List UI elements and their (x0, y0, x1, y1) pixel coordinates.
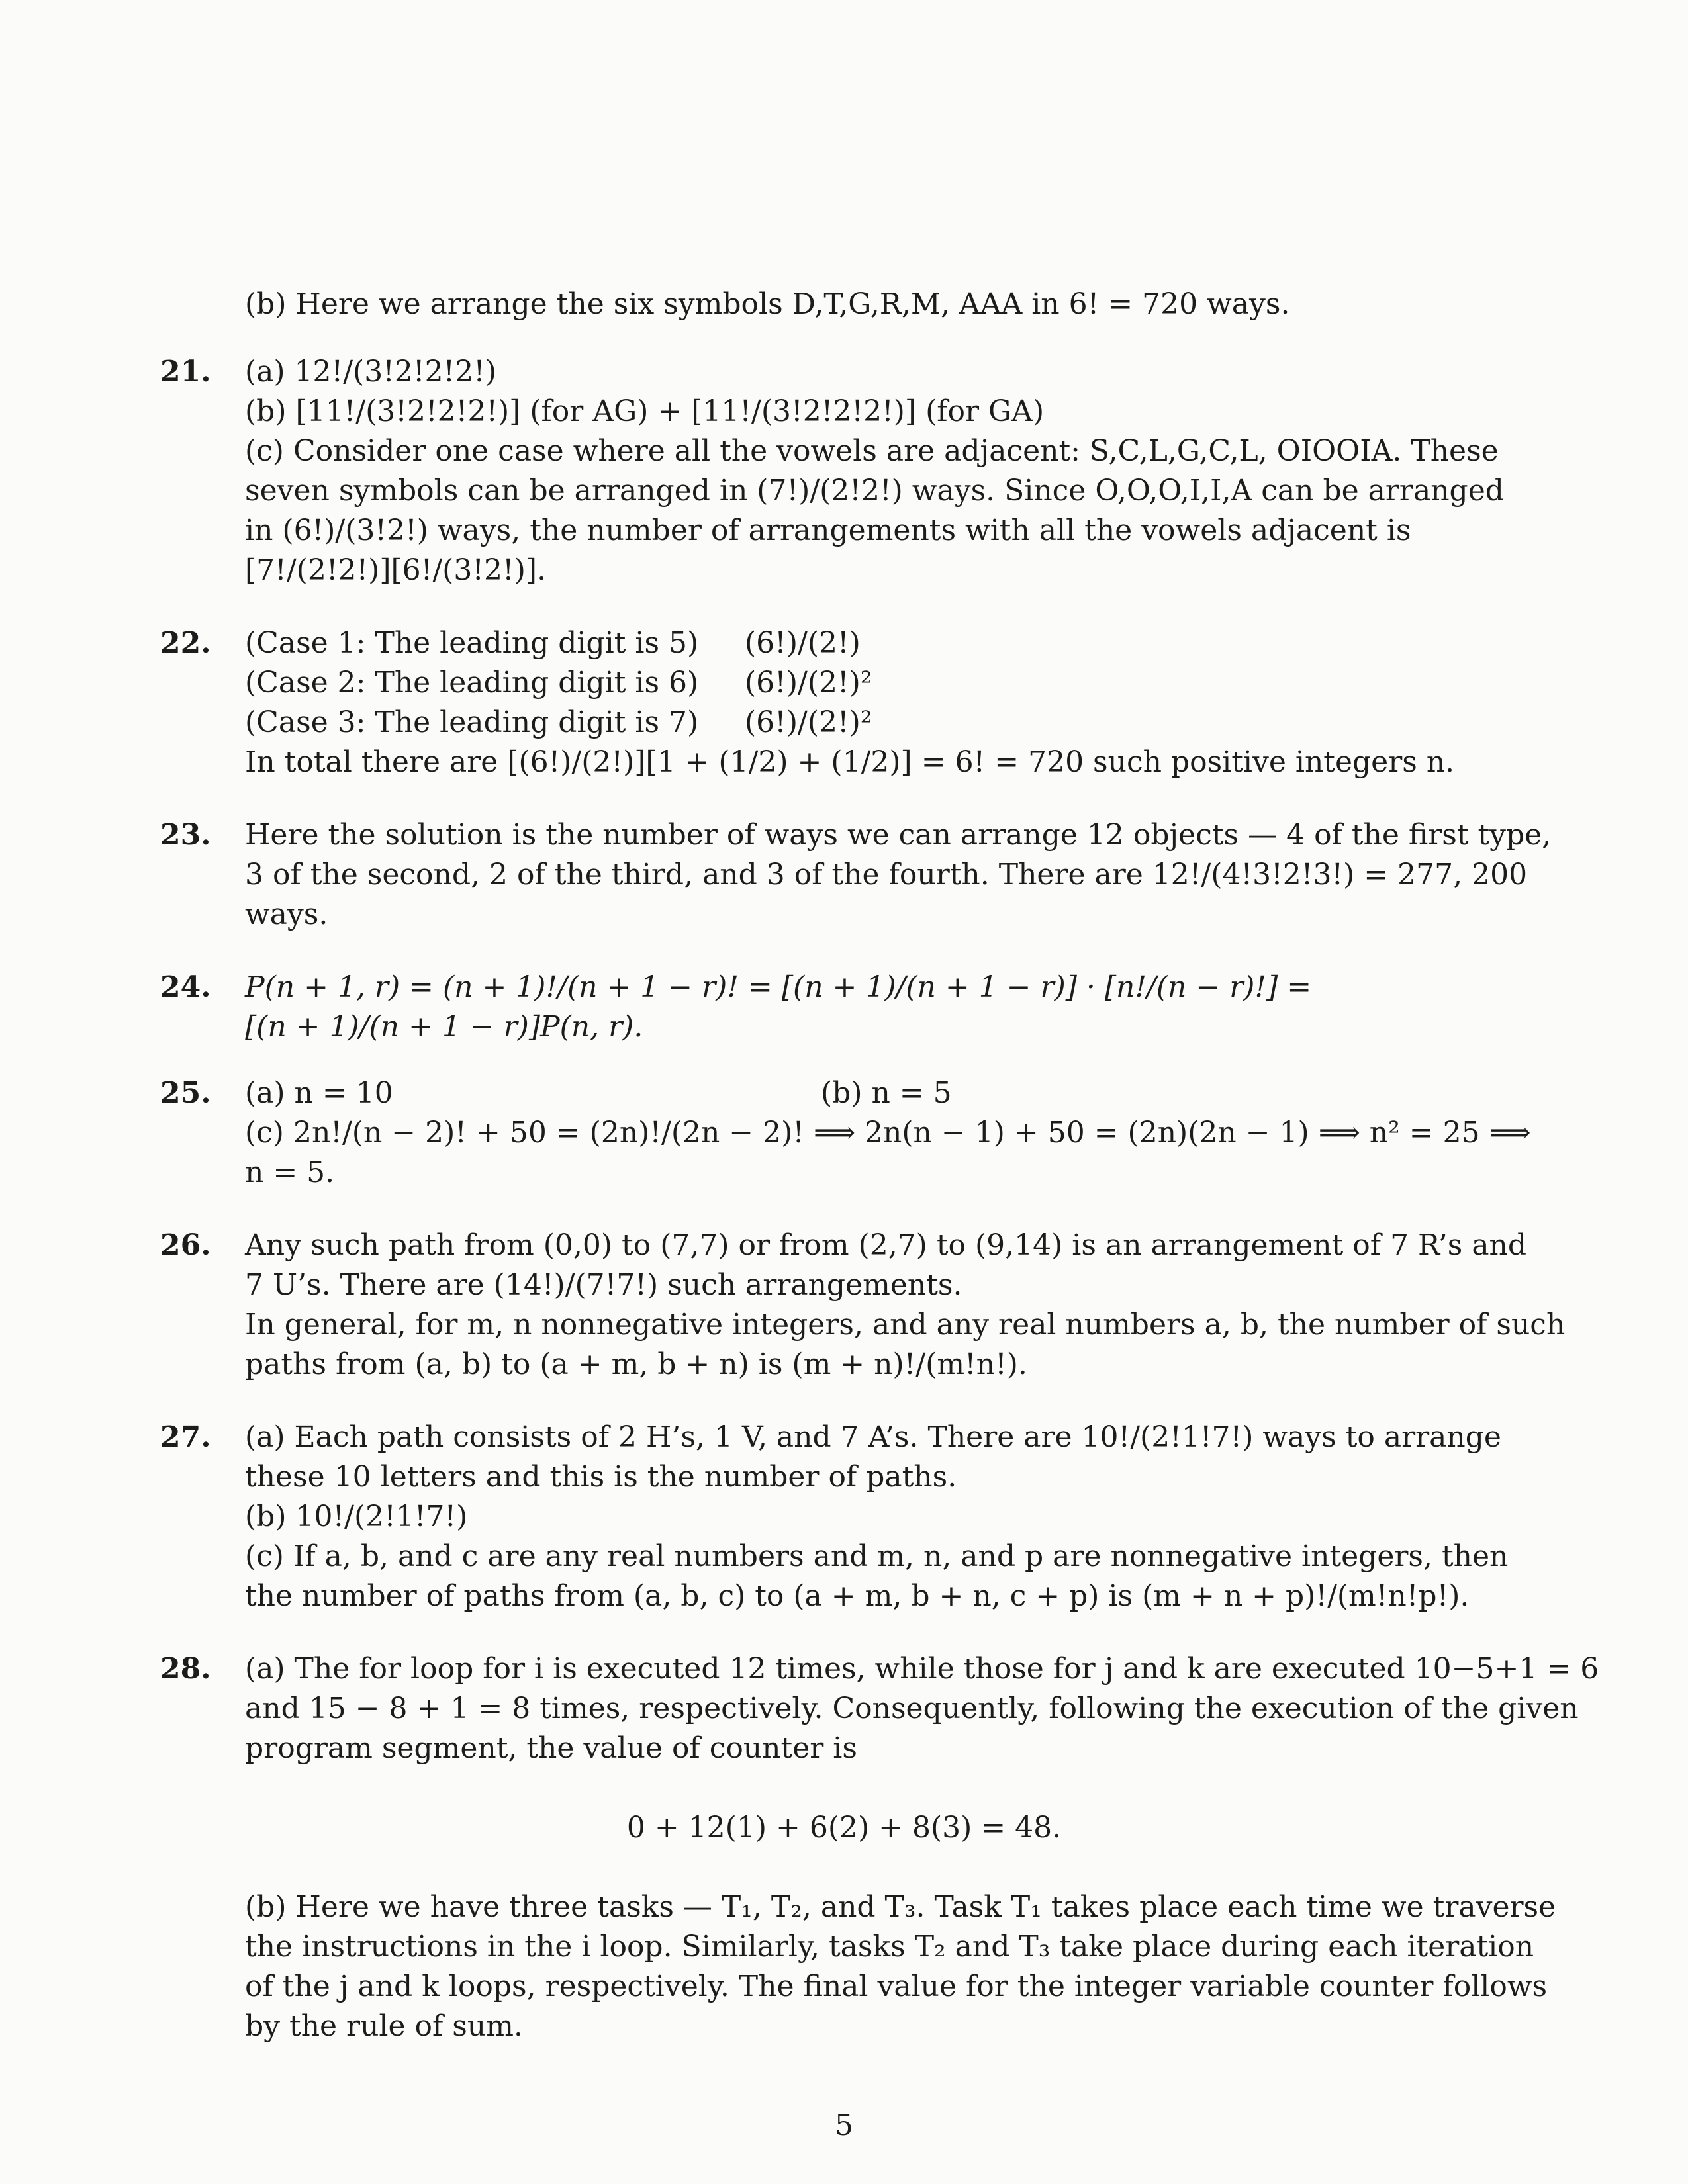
p23-line-1: Here the solution is the number of ways we can arrange 12 objects — 4 of the first type, (245, 818, 1552, 852)
p22-total: In total there are [(6!)/(2!)][1 + (1/2) + (1/2)] = 6! = 720 such positive integers n. (245, 745, 1455, 779)
problem-number-22: 22. (160, 626, 211, 660)
p21-line-4: seven symbols can be arranged in (7!)/(2!2!) ways. Since O,O,O,I,I,A can be arranged (245, 474, 1504, 508)
p24-line-1: P(n + 1, r) = (n + 1)!/(n + 1 − r)! = [(n + 1)/(n + 1 − r)] · [n!/(n − r)!] = (245, 970, 1312, 1004)
p21-line-2: (b) [11!/(3!2!2!2!)] (for AG) + [11!/(3!2!2!2!)] (for GA) (245, 394, 1045, 428)
p28-equation: 0 + 12(1) + 6(2) + 8(3) = 48. (626, 1811, 1062, 1844)
p26-line-2: 7 U’s. There are (14!)/(7!7!) such arrangements. (245, 1268, 962, 1302)
p25-line-2: n = 5. (245, 1156, 335, 1189)
problem-number-26: 26. (160, 1228, 211, 1262)
p22-case-2-label: (Case 2: The leading digit is 6) (245, 666, 699, 700)
p28-line-1: (a) The for loop for i is executed 12 times, while those for j and k are executed 10−5+1 = 6 (245, 1652, 1599, 1686)
p25-line-1: (c) 2n!/(n − 2)! + 50 = (2n)!/(2n − 2)! ⟹ 2n(n − 1) + 50 = (2n)(2n − 1) ⟹ n² = 25 ⟹ (245, 1116, 1531, 1150)
p23-line-2: 3 of the second, 2 of the third, and 3 of the fourth. There are 12!/(4!3!2!3!) = 277, 200 (245, 858, 1528, 891)
p27-line-5: the number of paths from (a, b, c) to (a + m, b + n, c + p) is (m + n + p)!/(m!n!p!). (245, 1579, 1470, 1613)
p27-line-4: (c) If a, b, and c are any real numbers and m, n, and p are nonnegative integers, then (245, 1539, 1509, 1573)
problem-number-23: 23. (160, 818, 211, 852)
p22-case-1-label: (Case 1: The leading digit is 5) (245, 626, 699, 660)
p21-line-6: [7!/(2!2!)][6!/(3!2!)]. (245, 553, 547, 587)
p27-line-2: these 10 letters and this is the number of paths. (245, 1460, 957, 1494)
p22-case-3-label: (Case 3: The leading digit is 7) (245, 705, 699, 739)
problem-number-28: 28. (160, 1652, 211, 1686)
p27-line-3: (b) 10!/(2!1!7!) (245, 1500, 468, 1533)
p22-case-2-value: (6!)/(2!)² (745, 666, 872, 700)
p28-b-line-1: (b) Here we have three tasks — T₁, T₂, and T₃. Task T₁ takes place each time we traverse (245, 1890, 1556, 1924)
page-number: 5 (835, 2109, 853, 2142)
p26-line-3: In general, for m, n nonnegative integers, and any real numbers a, b, the number of such (245, 1308, 1566, 1342)
p28-b-line-4: by the rule of sum. (245, 2009, 523, 2043)
p28-b-line-2: the instructions in the i loop. Similarly, tasks T₂ and T₃ take place during each iteration (245, 1930, 1534, 1964)
p26-line-4: paths from (a, b) to (a + m, b + n) is (m + n)!/(m!n!). (245, 1347, 1027, 1381)
p26-line-1: Any such path from (0,0) to (7,7) or from (2,7) to (9,14) is an arrangement of 7 R’s and (245, 1228, 1527, 1262)
p28-line-3: program segment, the value of counter is (245, 1731, 857, 1765)
p22-case-1-value: (6!)/(2!) (745, 626, 861, 660)
p28-b-line-3: of the j and k loops, respectively. The final value for the integer variable counter follows (245, 1970, 1548, 2003)
p21-line-3: (c) Consider one case where all the vowels are adjacent: S,C,L,G,C,L, OIOOIA. These (245, 434, 1499, 468)
problem-number-24: 24. (160, 970, 211, 1004)
p27-line-1: (a) Each path consists of 2 H’s, 1 V, and 7 A’s. There are 10!/(2!1!7!) ways to arrange (245, 1420, 1501, 1454)
p24-line-2: [(n + 1)/(n + 1 − r)]P(n, r). (245, 1010, 643, 1044)
problem-number-27: 27. (160, 1420, 211, 1454)
problem-number-25: 25. (160, 1076, 211, 1110)
p25-part-a: (a) n = 10 (245, 1076, 393, 1110)
p22-case-3-value: (6!)/(2!)² (745, 705, 872, 739)
problem-number-21: 21. (160, 355, 211, 388)
intro-line: (b) Here we arrange the six symbols D,T,G,R,M, AAA in 6! = 720 ways. (245, 287, 1290, 321)
p23-line-3: ways. (245, 897, 328, 931)
p21-line-5: in (6!)/(3!2!) ways, the number of arrangements with all the vowels adjacent is (245, 514, 1411, 547)
p21-line-1: (a) 12!/(3!2!2!2!) (245, 355, 497, 388)
p25-part-b: (b) n = 5 (821, 1076, 952, 1110)
p28-line-2: and 15 − 8 + 1 = 8 times, respectively. Consequently, following the execution of the given (245, 1692, 1579, 1725)
